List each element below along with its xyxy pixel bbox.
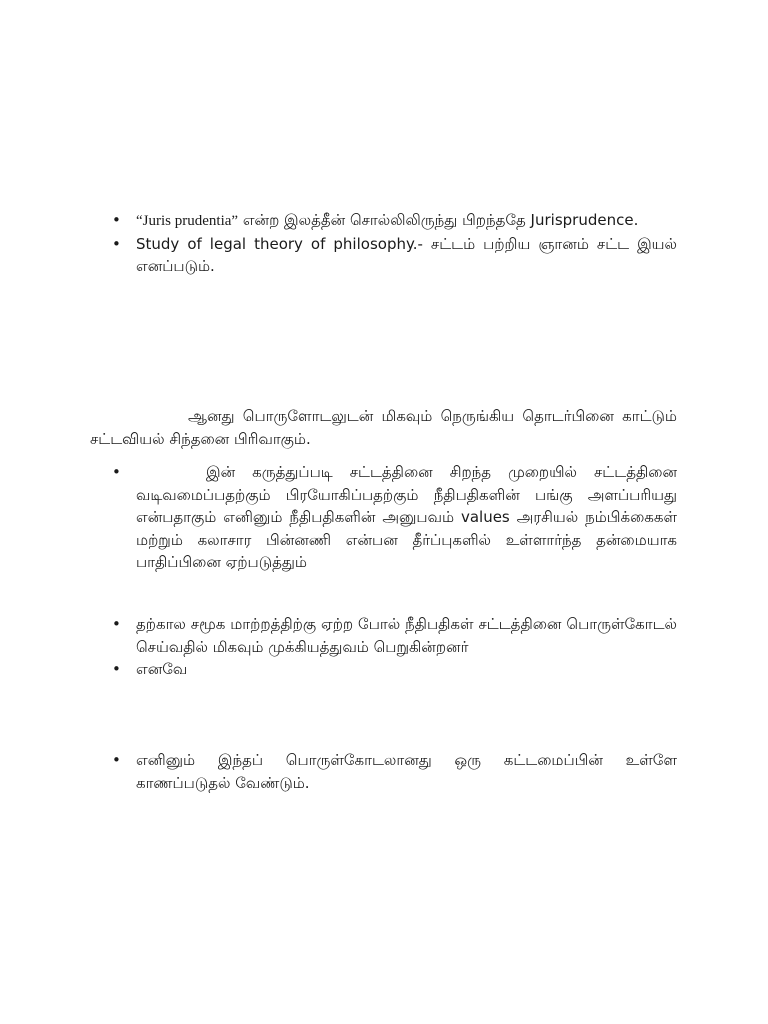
secondary-bullet-list xyxy=(90,613,677,681)
main-bullet-list xyxy=(90,461,677,574)
final-bullet-list xyxy=(90,749,677,794)
list-item xyxy=(90,613,677,658)
list-item-text: என்ற இலத்தீன் சொல்லிலிருந்து பிறந்ததே Jurisprudence. xyxy=(238,211,639,229)
list-item-text: Study of legal theory of philosophy.- சட்டம் பற்றிய ஞானம் சட்ட இயல் எனப்படும். xyxy=(136,234,677,275)
list-item-text: இன் கருத்துப்படி சட்டத்தினை சிறந்த முறையில் சட்டத்தினை வடிவமைப்பதற்கும் பிரயோகிப்பதற்கும் நீதிபதிகளின் பங்கு அளப்பரியது என்பதாகும் எனினும் நீதிபதிகளின் அனுபவம் values அரசியல் நம்பிக்கைகள் மற்றும் கலாசார பின்னணி என்பன தீர்ப்புகளில் உள்ளார்ந்த தன்மையாக பாதிப்பினை ஏற்படுத்தும் xyxy=(136,463,677,571)
list-item-text: தற்கால சமூக மாற்றத்திற்கு ஏற்ற போல் நீதிபதிகள் சட்டத்தினை பொருள்கோடல் செய்வதில் மிகவும் முக்கியத்துவம் பெறுகின்றனர் xyxy=(136,615,677,656)
paragraph-text: ஆனது பொருளோடலுடன் மிகவும் நெருங்கிய தொடர்பினை காட்டும் சட்டவியல் சிந்தனை பிரிவாகும். xyxy=(90,407,677,448)
list-item xyxy=(90,233,677,278)
body-paragraph xyxy=(90,405,677,450)
list-item xyxy=(90,461,677,574)
intro-bullet-list xyxy=(90,209,677,278)
list-item-text: எனினும் இந்தப் பொருள்கோடலானது ஒரு கட்டமைப்பின் உள்ளே காணப்படுதல் வேண்டும். xyxy=(136,751,677,792)
list-item xyxy=(90,658,677,681)
list-item xyxy=(90,209,677,233)
latin-term-quote: “Juris prudentia” xyxy=(136,213,239,229)
list-item xyxy=(90,749,677,794)
list-item-text: எனவே xyxy=(136,660,188,678)
